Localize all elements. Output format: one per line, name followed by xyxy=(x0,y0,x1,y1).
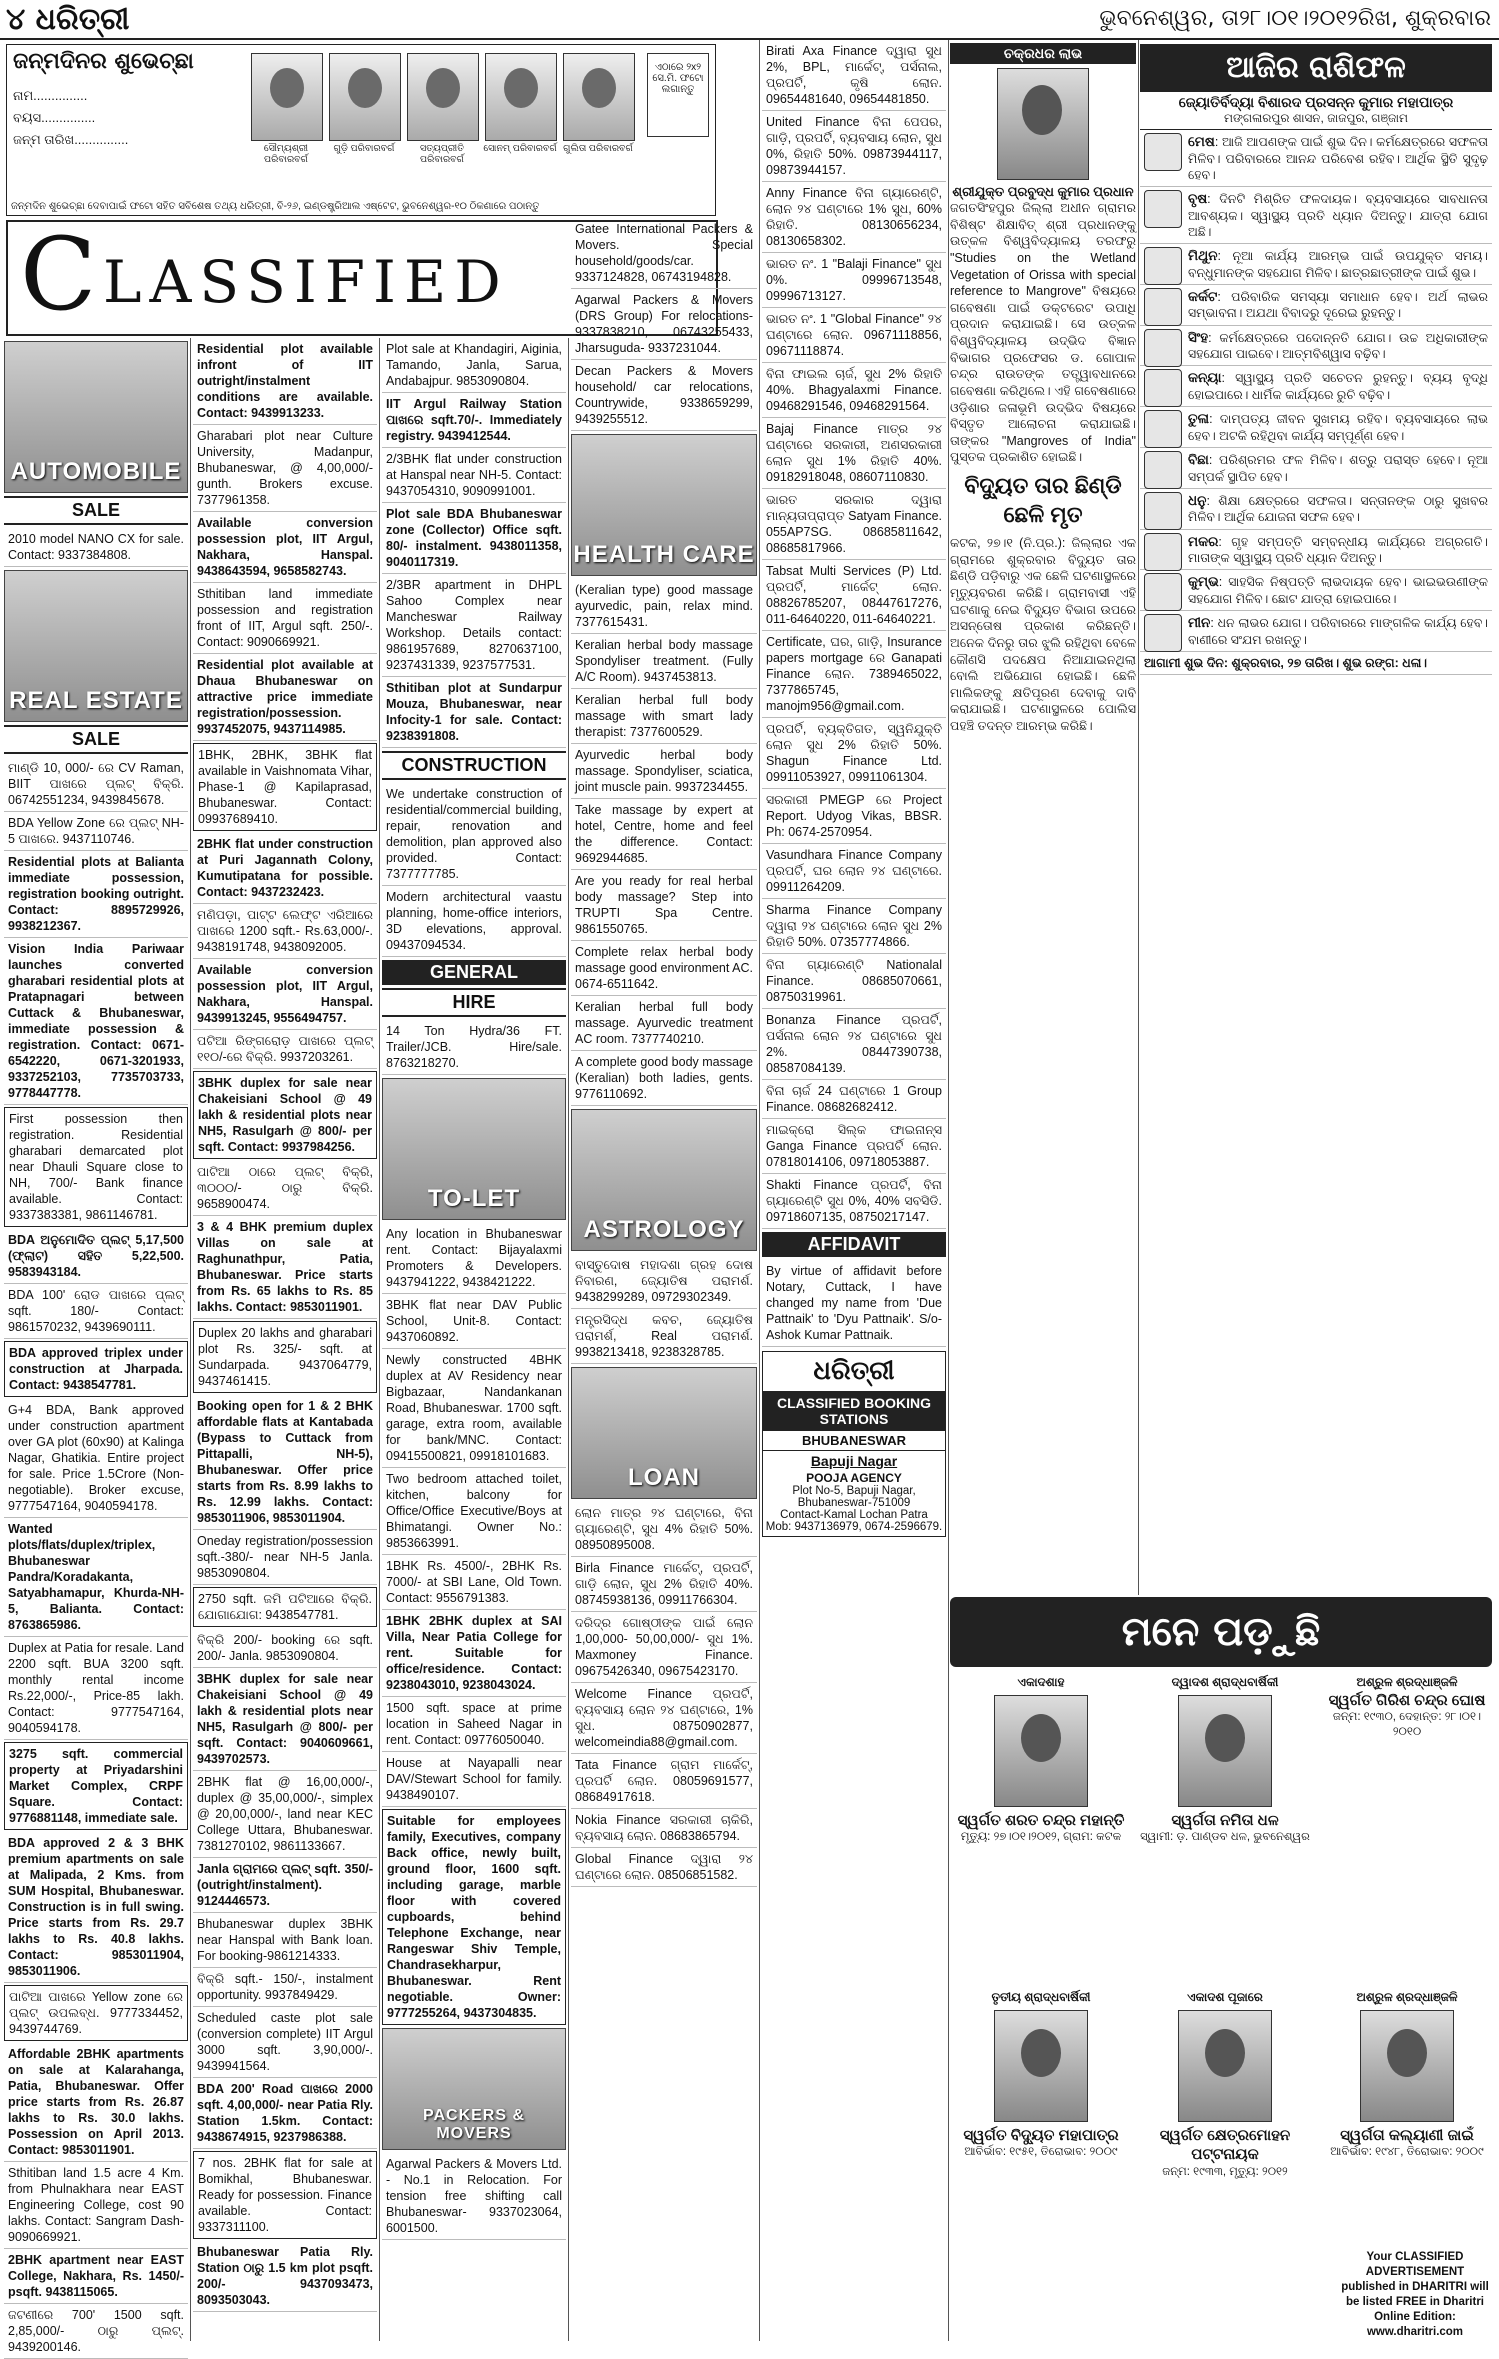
classified-ad: ପାଟିଆ ପାଖରେ Yellow zone ରେ ପ୍ଲଟ୍ ଉପଲବ୍ଧ. 9777334452, 9439744769. xyxy=(4,1985,188,2041)
to-let-image xyxy=(382,1078,566,1220)
classified-ad: 2BHK apartment near EAST College, Nakhara, Rs. 1450/-psqft. 9438115065. xyxy=(4,2249,188,2304)
classified-ad: Duplex at Patia for resale. Land 2200 sqft. BUA 3200 sqft. monthly rental income Rs.22,000/-, Price-85 lakh. Contact: 9777547164, 9040594178. xyxy=(4,1637,188,1740)
obituary-tag: ଏକାଦଶାହ xyxy=(1017,1675,1065,1689)
obituary-entry xyxy=(1140,1675,1310,1845)
obituary-entry xyxy=(1322,1990,1492,2160)
zodiac-name: ତୁଳା xyxy=(1188,411,1210,427)
classified-ad: Residential plot available infront of IIT outright/instalment conditions are available. Contact: 9439913233. xyxy=(193,338,377,425)
classified-ad: BDA approved triplex under construction at Jharpada. Contact: 9438547781. xyxy=(4,1341,188,1397)
classified-ad: 3 & 4 BHK premium duplex Villas on sale at Raghunathpur, Patia, Bhubaneswar. Price starts from Rs. 65 lakhs to Rs. 85 lakhs. Contact: 9853011901. xyxy=(193,1216,377,1319)
classified-ad: Residential plots at Balianta immediate possession, registration booking outright. Contact: 8895729926, 9938212367. xyxy=(4,851,188,938)
photo-caption: ଗୁଲିତା ପରିବାରବର୍ଗ xyxy=(563,143,633,154)
classified-ad: ପ୍ରପର୍ଟି, ବ୍ୟକ୍ତିଗତ, ସ୍ୱନିଯୁକ୍ତି ଲୋନ ସୁଧ 2% ରିହାତି 50%. Shagun Finance Ltd. 09911053927, 09911061304. xyxy=(762,718,946,789)
aquarius-icon xyxy=(1144,573,1182,611)
zodiac-text: ଆଜି ଆପଣଙ୍କ ପାଇଁ ଶୁଭ ଦିନ। କର୍ମକ୍ଷେତ୍ରରେ ସଫଳତା ମିଳିବ। ପରିବାରରେ ଆନନ୍ଦ ପରିବେଶ ରହିବ। ଆର୍ଥିକ ସ୍ଥିତି ସୁଦୃଢ଼ ହେବ। xyxy=(1188,135,1489,182)
classified-ad: Agarwal Packers & Movers (DRS Group) For relocations- 9337838210, 06743255433, Jharsuguda- 9337231044. xyxy=(571,289,757,360)
child-photo xyxy=(407,53,479,141)
zodiac-name: ମୀନ xyxy=(1188,615,1211,631)
name-field: ନାମ............... xyxy=(13,88,88,103)
construction-heading: CONSTRUCTION xyxy=(382,751,566,780)
classified-ad: ଲୋନ ମାତ୍ର ୨୪ ଘଣ୍ଟାରେ, ବିନା ଗ୍ୟାରେଣ୍ଟି, ସୁଧ 4% ରିହାତି 50%. 08950895008. xyxy=(571,1502,757,1557)
face-image xyxy=(1205,2029,1245,2077)
obituary-info: ସ୍ୱାମୀ: ଡ଼. ପାଣ୍ଡବ ଧଳ, ଭୁବନେଶ୍ୱର xyxy=(1140,1831,1310,1844)
affidavit-heading: AFFIDAVIT xyxy=(762,1232,946,1257)
classified-ad: Scheduled caste plot sale (conversion complete) IIT Argul 3000 sqft. 3,90,000/-. 9439941564. xyxy=(193,2007,377,2078)
obituary-entry xyxy=(1322,1675,1492,1740)
classified-ad: Duplex 20 lakhs and gharabari plot Rs. 325/- sqft. at Sundarpada. 9437064779, 9437461415. xyxy=(193,1321,377,1393)
face-image xyxy=(1021,2029,1061,2077)
obituary-info: ମୃତ୍ୟୁ: ୨୭।୦୧।୨୦୧୨, ଗ୍ରାମ: କଟକ xyxy=(960,1831,1122,1844)
zodiac-entry: କର୍କଟ: ପରିବାରିକ ସମସ୍ୟା ସମାଧାନ ହେବ। ଅର୍ଥ ଲାଭର ସମ୍ଭାବନା। ଅଯଥା ବିବାଦରୁ ଦୂରେଇ ରୁହନ୍ତୁ। xyxy=(1140,285,1492,326)
photo-caption: ସୌମ୍ୟଶ୍ରୀ ପରିବାରବର୍ଗ xyxy=(263,143,309,165)
classified-ad: A complete good body massage (Keralian) both ladies, gents. 9776110692. xyxy=(571,1051,757,1106)
issue-date: ଭୁବନେଶ୍ୱର, ତା୨୮।୦୧।୨୦୧୨ରିଖ, ଶୁକ୍ରବାର xyxy=(1099,6,1491,31)
face-image xyxy=(426,68,460,108)
classified-column-3 xyxy=(382,338,566,2341)
obituary-name: ସ୍ୱର୍ଗତ ଶରତ ଚନ୍ଦ୍ର ମହାନ୍ତି xyxy=(957,1811,1125,1829)
sale-heading: SALE xyxy=(4,496,188,525)
classified-column-2 xyxy=(193,338,377,2341)
photo-caption: ସୋନମ୍ ପରିବାରବର୍ଗ xyxy=(483,143,557,154)
obituary-photo xyxy=(1178,2010,1272,2122)
birthday-wishes-box xyxy=(6,44,716,216)
classified-ad: United Finance ବିନା ପେପର, ଗାଡ଼ି, ପ୍ରପର୍ଟି, ବ୍ୟବସାୟ ଲୋନ, ସୁଧ 0%, ରିହାତି 50%. 09873944117, 09873944157. xyxy=(762,111,946,182)
obituary-info: ଆବିର୍ଭାବ: ୧୯୪୮, ତିରୋଭାବ: ୨୦୦୯ xyxy=(1330,2146,1484,2159)
hire-heading: HIRE xyxy=(382,988,566,1017)
news-column xyxy=(950,40,1136,1595)
classified-ad: Plot sale at Khandagiri, Aiginia, Tamando, Janla, Sarua, Andabajpur. 9853090804. xyxy=(382,338,566,393)
classified-ad: 1BHK Rs. 4500/-, 2BHK Rs. 7000/- at SBI Lane, Old Town. Contact: 9556791383. xyxy=(382,1555,566,1610)
column-divider xyxy=(190,338,191,2341)
classified-ad: Vasundhara Finance Company ପ୍ରପର୍ଟି, ଘର ଲୋନ ୨୪ ଘଣ୍ଟାରେ. 09911264209. xyxy=(762,844,946,899)
obituary-tag: ଅଶ୍ରୁଳ ଶ୍ରଦ୍ଧାଞ୍ଜଳି xyxy=(1356,1990,1458,2004)
classified-ad: Welcome Finance ପ୍ରପର୍ଟି, ବ୍ୟବସାୟ ଲୋନ ୨୪ ଘଣ୍ଟାରେ, 1% ସୁଧ. 08750902877, welcomeindia88@gmail.com. xyxy=(571,1683,757,1754)
child-photo xyxy=(251,53,323,141)
astrology-label: ASTROLOGY xyxy=(583,1216,745,1243)
packers-movers-image xyxy=(382,2028,566,2150)
zodiac-name: ଧନୁ xyxy=(1188,492,1207,508)
classified-ad: Suitable for employees family, Executives, company Back office, newly built, ground floor, 1600 sqft. including garage, marble floor with covered cupboards, behind Telephone Exchange, near Rangeswar Shiv Temple, Chandrasekharpur, Bhubaneswar. Rent negotiable. Owner: 9777255264, 9437304835. xyxy=(382,1809,566,2025)
health-care-label: HEALTH CARE xyxy=(573,541,755,568)
classified-ad: ବିକ୍ରି sqft.- 150/-, instalment opportunity. 9937849429. xyxy=(193,1968,377,2007)
leo-icon xyxy=(1144,329,1182,367)
column-divider xyxy=(948,40,949,2341)
astrology-image xyxy=(571,1109,757,1251)
classified-ad: 2750 sqft. ଜମି ପଟିଆରେ ବିକ୍ରି. ଯୋଗାଯୋଗ: 9438547781. xyxy=(193,1587,377,1627)
health-care-image xyxy=(571,434,757,576)
face-image xyxy=(1022,85,1062,135)
booking-city: BHUBANESWAR xyxy=(763,1431,945,1451)
classified-ad: House at Nayapalli near DAV/Stewart School for family. 9438490107. xyxy=(382,1752,566,1807)
general-heading: GENERAL xyxy=(382,960,566,985)
classified-ad: ବିନା ଚାର୍ଜ 24 ଘଣ୍ଟାରେ 1 Group Finance. 08682682412. xyxy=(762,1080,946,1119)
classified-ad: Birati Axa Finance ଦ୍ୱାରା ସୁଧ 2%, BPL, ମାର୍କେଟ୍, ପର୍ସନାଲ, ପ୍ରପର୍ଟି, କୃଷି ଲୋନ. 09654481640, 09654481850. xyxy=(762,40,946,111)
classified-ad: Are you ready for real herbal body massage? Step into TRUPTI Spa Centre. 9861550765. xyxy=(571,870,757,941)
face-image xyxy=(1387,2029,1427,2077)
classified-ad: Keralian herbal full body massage with smart lady therapist: 7377600529. xyxy=(571,689,757,744)
zodiac-entry: ବୃଷ: ଦିନଟି ମିଶ୍ରିତ ଫଳଦାୟକ। ବ୍ୟବସାୟରେ ସାବଧାନତା ଆବଶ୍ୟକ। ସ୍ୱାସ୍ଥ୍ୟ ପ୍ରତି ଧ୍ୟାନ ଦିଅନ୍ତୁ। ଯାତ୍ରା ଯୋଗ ଅଛି। xyxy=(1140,187,1492,244)
classified-ad: Bhubaneswar duplex 3BHK near Hanspal with Bank loan. For booking-9861214333. xyxy=(193,1913,377,1968)
cancer-icon xyxy=(1144,288,1182,326)
obituary-entry xyxy=(956,1990,1126,2160)
pisces-icon xyxy=(1144,614,1182,652)
classified-column-4 xyxy=(571,218,757,2341)
classified-ad: ମନ୍ତ୍ରସିଦ୍ଧ କବଚ, ଜ୍ୟୋତିଷ ପରାମର୍ଶ, Real ପରାମର୍ଶ. 9938213418, 9238328785. xyxy=(571,1309,757,1364)
classified-ad: (Keralian type) good massage ayurvedic, pain, relax mind. 7377615431. xyxy=(571,579,757,634)
zodiac-name: ବିଛା xyxy=(1188,452,1209,468)
scorpio-icon xyxy=(1144,451,1182,489)
page-number: ୪ ଧରିତ୍ରୀ xyxy=(6,2,130,37)
classified-ad: Take massage by expert at hotel, Centre, home and feel the difference. Contact: 9692944685. xyxy=(571,799,757,870)
zodiac-name: କୁମ୍ଭ xyxy=(1188,574,1219,590)
obituary-entry xyxy=(1140,1990,1310,2180)
sagittarius-icon xyxy=(1144,492,1182,530)
classified-ad: ଭାରତ ନଂ. 1 "Global Finance" ୨୪ ଘଣ୍ଟାରେ ଲୋନ. 09671118856, 09671118874. xyxy=(762,308,946,363)
column-divider xyxy=(759,40,760,2341)
classified-ad: 2010 model NANO CX for sale. Contact: 9337384808. xyxy=(4,528,188,567)
birthday-note: ଜନ୍ମଦିନ ଶୁଭେଚ୍ଛା ଦେବାପାଇଁ ଫଟୋ ସହିତ ସବିଶେଷ ତଥ୍ୟ ଧରିତ୍ରୀ, ବି-୨୬, ଇଣ୍ଡଷ୍ଟ୍ରିଆଲ ଏଷ୍ଟେଟ, ଭୁବନେଶ୍ୱର-୧୦ ଠିକଣାରେ ପଠାନ୍ତୁ xyxy=(11,200,540,212)
classified-ad: 2BHK flat @ 16,00,000/-, duplex @ 35,00,000/-, simplex @ 20,00,000/-, land near KEC College Uttara, Bhubaneswar. 7381270102, 9861133667. xyxy=(193,1771,377,1858)
astrologer-name: ଜ୍ୟୋତିର୍ବିଦ୍ୟା ବିଶାରଦ ପ୍ରସନ୍ନ କୁମାର ମହାପାତ୍ର xyxy=(1178,94,1454,110)
classified-ad: Newly constructed 4BHK duplex at AV Residency near Bigbazaar, Nandankanan Road, Bhubaneswar. 1700 sqft. garage, extra room, available for bank/MNC. Contact: 09415500821, 09918101683. xyxy=(382,1349,566,1468)
obituary-name: ସ୍ୱର୍ଗତ କ୍ଷେତ୍ରମୋହନ ପଟ୍ଟନାୟକ xyxy=(1159,2126,1291,2164)
zodiac-entry: ମୀନ: ଧନ ଲାଭର ଯୋଗ। ପରିବାରରେ ମାଙ୍ଗଳିକ କାର୍ଯ୍ୟ ହେବ। ବାଣୀରେ ସଂଯମ ରଖନ୍ତୁ। xyxy=(1140,611,1492,652)
column-divider xyxy=(379,338,380,2341)
classified-ad: Bhubaneswar Patia Rly. Station ଠାରୁ 1.5 km plot psqft. 200/- 9437093473, 8093503043. xyxy=(193,2241,377,2312)
classified-ad: Plot sale BDA Bhubaneswar zone (Collector) Office sqft. 80/- instalment. 9438011358, 9040117319. xyxy=(382,503,566,574)
classified-ad: 1500 sqft. space at prime location in Saheed Nagar in rent. Contact: 09776050040. xyxy=(382,1697,566,1752)
banner-letter: C xyxy=(20,216,97,333)
classified-ad: Sthitiban land immediate possession and registration front of IIT, Argul sqft. 250/-. Contact: 9090669921. xyxy=(193,583,377,654)
classified-ad: Bajaj Finance ମାତ୍ର ୨୪ ଘଣ୍ଟାରେ ସରକାରୀ, ଅଣସରକାରୀ ଲୋନ ସୁଧ 1% ରିହାତି 40%. 09182918048, 08607110830. xyxy=(762,418,946,489)
classified-ad: Tabsat Multi Services (P) Ltd. ପ୍ରପର୍ଟି, ମାର୍କେଟ୍ ଲୋନ. 08826785207, 08447617276, 011-64640220, 011-64640221. xyxy=(762,560,946,631)
automobile-image xyxy=(4,341,188,493)
classified-ad: BDA approved 2 & 3 BHK premium apartments on sale at Malipada, 2 Kms. from SUM Hospital, Bhubaneswar. Construction is in full swing. Price starts from Rs. 29.7 lakhs to Rs. 40.8 lakhs. Contact: 9853011904, 9853011906. xyxy=(4,1832,188,1983)
birthday-form-fields xyxy=(13,85,128,151)
classified-ad: Gharabari plot near Culture University, Madanpur, Bhubaneswar, @ 4,00,000/-gunth. Brokers excuse. 7377961358. xyxy=(193,425,377,512)
photo-placeholder: ଏଠାରେ ୨x୨ ସେ.ମି. ଫଟୋ ଲଗାନ୍ତୁ xyxy=(647,53,709,137)
obituary-photo xyxy=(994,2010,1088,2122)
classified-ad: 1BHK 2BHK duplex at SAI Villa, Near Patia College for rent. Suitable for office/residence. Contact: 9238043010, 9238043024. xyxy=(382,1610,566,1697)
classified-ad: Sthitiban land 1.5 acre 4 Km. from Phulnakhara near EAST Engineering College, cost 90 lakhs. Contact: Sangram Dash- 9090669921. xyxy=(4,2162,188,2249)
classified-ad: Global Finance ଦ୍ୱାରା ୨୪ ଘଣ୍ଟାରେ ଲୋନ. 08506851582. xyxy=(571,1848,757,1887)
classified-ad: ଜଟଣୀରେ 700' 1500 sqft. 2,85,000/- ଠାରୁ ପ୍ଲଟ୍. 9439200146. xyxy=(4,2304,188,2359)
classified-ad: Vision India Pariwaar launches converted gharabari residential plots at Pratapnagari between Cuttack & Bhubaneswar, immediate possession & registration. Contact: 0671-6542220, 0671-3201933, 9337252103, 7735703733, 9778447778. xyxy=(4,938,188,1105)
classified-ad: Ayurvedic herbal body massage. Spondyliser, sciatica, joint muscle pain. 9937234455. xyxy=(571,744,757,799)
face-image xyxy=(1021,1714,1061,1762)
child-photo xyxy=(563,53,635,141)
classified-ad: ପାଟିଆ ଠାରେ ପ୍ଲଟ୍ ବିକ୍ରି, ୩୦୦୦/- ଠାରୁ ବିକ୍ରି. 9658900474. xyxy=(193,1161,377,1216)
classified-ad: 2BHK flat under construction at Puri Jagannath Colony, Kumutipatana for possible. Contact: 9437232423. xyxy=(193,833,377,904)
classified-ad: Sthitiban plot at Sundarpur Mouza, Bhubaneswar, near Infocity-1 for sale. Contact: 9238391808. xyxy=(382,677,566,748)
classified-ad: 3275 sqft. commercial property at Priyadarshini Market Complex, CRPF Square. Contact: 9776881148, immediate sale. xyxy=(4,1742,188,1830)
booking-area: Bapuji Nagar xyxy=(810,1453,898,1469)
loan-label: LOAN xyxy=(628,1464,700,1491)
aries-icon xyxy=(1144,133,1182,171)
news-headline: ବିଦ୍ୟୁତ ତାର ଛିଣ୍ଡି ଛେଳି ମୃତ xyxy=(964,473,1122,527)
classified-ad: Tata Finance ଗ୍ରାମ ମାର୍କେଟ୍, ପ୍ରପର୍ଟି ଲୋନ. 08059691577, 08684917618. xyxy=(571,1754,757,1809)
zodiac-text: ଦାମ୍ପତ୍ୟ ଜୀବନ ସୁଖମୟ ରହିବ। ବ୍ୟବସାୟରେ ଲାଭ ହେବ। ଅଟକି ରହିଥିବା କାର୍ଯ୍ୟ ସମ୍ପୂର୍ଣ୍ଣ ହେବ। xyxy=(1188,412,1488,443)
face-image xyxy=(582,68,616,108)
classified-ad: Sharma Finance Company ଦ୍ୱାରା ୨୪ ଘଣ୍ଟାରେ ଲୋନ ସୁଧ 2% ରିହାତି 50%. 07357774866. xyxy=(762,899,946,954)
obituary-info: ଜନ୍ମ: ୧୯୩୦, ଦେହାନ୍ତ: ୨୮।୦୧।୨୦୧୦ xyxy=(1332,1711,1482,1739)
zodiac-text: ସାହସିକ ନିଷ୍ପତ୍ତି ଲାଭଦାୟକ ହେବ। ଭାଇଭଉଣୀଙ୍କ ସହଯୋଗ ମିଳିବ। ଛୋଟ ଯାତ୍ରା ହୋଇପାରେ। xyxy=(1188,575,1488,607)
news-body: କଟକ, ୨୭।୧ (ନି.ପ୍ର.): ଜିଲ୍ଲାର ଏକ ଗ୍ରାମରେ ଶୁକ୍ରବାର ବିଦ୍ୟୁତ ତାର ଛିଣ୍ଡି ପଡ଼ିବାରୁ ଏକ ଛେଳି ଘଟଣାସ୍ଥଳରେ ମୃତ୍ୟୁବରଣ କରିଛି। ଗ୍ରାମବାସୀ ଏହି ଘଟଣାକୁ ନେଇ ବିଦ୍ୟୁତ ବିଭାଗ ଉପରେ ଅସନ୍ତୋଷ ପ୍ରକାଶ କରିଛନ୍ତି। ଅନେକ ଦିନରୁ ତାର ଝୁଲି ରହିଥିବା ବେଳେ କୌଣସି ପଦକ୍ଷେପ ନିଆଯାଇନଥିଲା ବୋଲି ଅଭିଯୋଗ ହୋଇଛି। ଛେଳି ମାଲିକଙ୍କୁ କ୍ଷତିପୂରଣ ଦେବାକୁ ଦାବି କରାଯାଇଛି। ଘଟଣାସ୍ଥଳରେ ପୋଲିସ ପହଞ୍ଚି ତଦନ୍ତ ଆରମ୍ଭ କରିଛି। xyxy=(950,536,1136,734)
obituary-tag: ତୃତୀୟ ଶ୍ରାଦ୍ଧବାର୍ଷିକୀ xyxy=(991,1990,1091,2004)
real-estate-label: REAL ESTATE xyxy=(9,687,183,714)
classified-column-5 xyxy=(762,40,946,2341)
automobile-label: AUTOMOBILE xyxy=(10,458,182,485)
zodiac-entry: ତୁଳା: ଦାମ୍ପତ୍ୟ ଜୀବନ ସୁଖମୟ ରହିବ। ବ୍ୟବସାୟରେ ଲାଭ ହେବ। ଅଟକି ରହିଥିବା କାର୍ଯ୍ୟ ସମ୍ପୂର୍ଣ୍ଣ ହେବ। xyxy=(1140,407,1492,448)
classified-ad: 7 nos. 2BHK flat for sale at Bomikhal, Bhubaneswar. Ready for possession. Finance available. Contact: 9337311100. xyxy=(193,2151,377,2239)
classified-ad: 1BHK, 2BHK, 3BHK flat available in Vaishnomata Vihar, Phase-1 @ Kapilaprasad, Bhubaneswar. Contact: 09937689410. xyxy=(193,743,377,831)
zodiac-entry: କୁମ୍ଭ: ସାହସିକ ନିଷ୍ପତ୍ତି ଲାଭଦାୟକ ହେବ। ଭାଇଭଉଣୀଙ୍କ ସହଯୋଗ ମିଳିବ। ଛୋଟ ଯାତ୍ରା ହୋଇପାରେ। xyxy=(1140,570,1492,611)
column-divider xyxy=(1138,40,1139,1595)
rashiphala-title: ଆଜିର ରାଶିଫଳ xyxy=(1140,44,1492,92)
online-edition-promo: Your CLASSIFIED ADVERTISEMENT published in DHARITRI will be listed FREE in Dharitri Online Edition: www.dharitri.com xyxy=(1341,2251,1489,2338)
classified-ad: Wanted plots/flats/duplex/triplex, Bhubaneswar Pandra/Koradakanta, Satyabhamapur, Khurda-NH-5, Balianta. Contact: 8763865986. xyxy=(4,1518,188,1637)
zodiac-name: କନ୍ୟା xyxy=(1188,370,1222,386)
classified-ad: G+4 BDA, Bank approved under construction apartment over GA plot (60x90) at Kalinga Nagar, Ghatikia. Entire project for sale. Price 1.5Crore (Non-negotiable). Broker excuse, 9777547164, 9040594178. xyxy=(4,1399,188,1518)
classified-ad: ଦରିଦ୍ର ଗୋଷ୍ଠୀଙ୍କ ପାଇଁ ଲୋନ 1,00,000- 50,00,000/- ସୁଧ 1%. Maxmoney Finance. 09675426340, 09675423170. xyxy=(571,1612,757,1683)
news-body: ଜଗତସିଂହପୁର ଜିଲ୍ଲା ଅଧୀନ ଗ୍ରାମର ବିଶିଷ୍ଟ ଶିକ୍ଷାବିତ୍ ଶ୍ରୀ ପ୍ରଧାନଙ୍କୁ ଉତ୍କଳ ବିଶ୍ୱବିଦ୍ୟାଳୟ ତରଫରୁ "Studies on the Wetland Vegetation of Orissa with special reference to Mangrove" ବିଷୟରେ ଗବେଷଣା ପାଇଁ ଡକ୍ଟରେଟ ଉପାଧି ପ୍ରଦାନ କରାଯାଇଛି। ସେ ଉତ୍କଳ ବିଶ୍ୱବିଦ୍ୟାଳୟ ଉଦ୍ଭିଦ ବିଜ୍ଞାନ ବିଭାଗର ପ୍ରଫେସର ଡ. ଗୋପାଳ ଚନ୍ଦ୍ର ରାଉତଙ୍କ ତତ୍ତ୍ୱାବଧାନରେ ଗବେଷଣା କରିଥିଲେ। ଏହି ଗବେଷଣାରେ ଓଡ଼ିଶାର ଜଳାଭୂମି ଉଦ୍ଭିଦ ବିଷୟରେ ବିସ୍ତୃତ ଆଲୋଚନା କରାଯାଇଛି। ତାଙ୍କର "Mangroves of India" ପୁସ୍ତକ ପ୍ରକାଶିତ ହୋଇଛି। xyxy=(950,201,1136,465)
taurus-icon xyxy=(1144,190,1182,228)
classified-ad: Affordable 2BHK apartments on sale at Kalarahanga, Patia, Bhubaneswar. Offer price starts from Rs. 26.87 lakhs to Rs. 30.0 lakhs. Possession on April 2013. Contact: 9853011901. xyxy=(4,2043,188,2162)
person-photo xyxy=(997,68,1089,180)
birthday-title: ଜନ୍ମଦିନର ଶୁଭେଚ୍ଛା xyxy=(13,49,194,74)
classified-ad: ମାଣ୍ଡି 10, 000/- ରେ CV Raman, BIIT ପାଖରେ ପ୍ଲଟ୍ ବିକ୍ରି. 06742551234, 9439845678. xyxy=(4,757,188,812)
dob-field: ଜନ୍ମ ତାରିଖ............... xyxy=(13,132,129,147)
booking-mobile: Mob: 9437136979, 0674-2596679. xyxy=(765,1521,943,1533)
classified-ad: Residential plot available at Dhaua Bhubaneswar on attractive price immediate registration/possession. 9937452075, 9437114985. xyxy=(193,654,377,741)
zodiac-name: ସିଂହ xyxy=(1188,329,1209,345)
obituary-photo xyxy=(994,1695,1088,1807)
virgo-icon xyxy=(1144,369,1182,407)
booking-agency: POOJA AGENCY xyxy=(806,1471,902,1485)
page-header xyxy=(0,0,1499,40)
mane-padunti-banner: ମନେ ପଡ଼ୁଛି xyxy=(950,1597,1492,1667)
zodiac-text: ପରିବାରିକ ସମସ୍ୟା ସମାଧାନ ହେବ। ଅର୍ଥ ଲାଭର ସମ୍ଭାବନା। ଅଯଥା ବିବାଦରୁ ଦୂରେଇ ରୁହନ୍ତୁ। xyxy=(1188,289,1488,321)
zodiac-text: ଦିନଟି ମିଶ୍ରିତ ଫଳଦାୟକ। ବ୍ୟବସାୟରେ ସାବଧାନତା ଆବଶ୍ୟକ। ସ୍ୱାସ୍ଥ୍ୟ ପ୍ରତି ଧ୍ୟାନ ଦିଅନ୍ତୁ। ଯାତ୍ରା ଯୋଗ ଅଛି। xyxy=(1188,192,1488,239)
obituary-name: ସ୍ୱର୍ଗତ ବିଦ୍ୟୁତ ମହାପାତ୍ର xyxy=(963,2126,1119,2144)
packers-movers-label: PACKERS & MOVERS xyxy=(422,2107,526,2142)
classified-ad: Decan Packers & Movers household/ car relocations, Countrywide, 9338659299, 9439255512. xyxy=(571,360,757,431)
face-image xyxy=(348,68,382,108)
face-image xyxy=(270,68,304,108)
child-photo xyxy=(485,53,557,141)
classified-ad: Bonanza Finance ପ୍ରପର୍ଟି, ପର୍ସନାଲ ଲୋନ ୨୪ ଘଣ୍ଟାରେ ସୁଧ 2%. 08447390738, 08587084139. xyxy=(762,1009,946,1080)
affidavit-text: By virtue of affidavit before Notary, Cuttack, I have changed my name from 'Due Pattnaik' to 'Dyu Pattnaik'. S/o-Ashok Kumar Pattnaik. xyxy=(762,1260,946,1347)
face-image xyxy=(504,68,538,108)
news-section-heading: ଚକ୍ରଧର ଲାଭ xyxy=(950,43,1136,64)
zodiac-entry: ମେଷ: ଆଜି ଆପଣଙ୍କ ପାଇଁ ଶୁଭ ଦିନ। କର୍ମକ୍ଷେତ୍ରରେ ସଫଳତା ମିଳିବ। ପରିବାରରେ ଆନନ୍ଦ ପରିବେଶ ରହିବ। ଆର୍ଥିକ ସ୍ଥିତି ସୁଦୃଢ଼ ହେବ। xyxy=(1140,130,1492,187)
photo-caption: ସତ୍ୟପ୍ରୀତି ପରିବାରବର୍ଗ xyxy=(420,143,464,165)
libra-icon xyxy=(1144,410,1182,448)
person-name: ଶ୍ରୀଯୁକ୍ତ ପ୍ରବୁଦ୍ଧ କୁମାର ପ୍ରଧାନ xyxy=(952,184,1134,199)
zodiac-name: ବୃଷ xyxy=(1188,191,1208,207)
face-image xyxy=(1205,1714,1245,1762)
photo-caption: ଗୁଡ଼ି ପରିବାରବର୍ଗ xyxy=(333,143,395,154)
zodiac-text: ସ୍ୱାସ୍ଥ୍ୟ ପ୍ରତି ସଚେତନ ରୁହନ୍ତୁ। ବ୍ୟୟ ବୃଦ୍ଧି ହୋଇପାରେ। ଧାର୍ମିକ କାର୍ଯ୍ୟରେ ରୁଚି ବଢ଼ିବ। xyxy=(1188,371,1488,403)
rashiphala-footer: ଆଗାମୀ ଶୁଭ ଦିନ: ଶୁକ୍ରବାର, ୨୭ ତାରିଖ। ଶୁଭ ରଙ୍ଗ: ଧଳା। xyxy=(1140,652,1492,675)
booking-address: Plot No-5, Bapuji Nagar, Bhubaneswar-751009 xyxy=(792,1485,916,1509)
to-let-label: TO-LET xyxy=(427,1185,521,1212)
zodiac-text: କର୍ମକ୍ଷେତ୍ରରେ ପଦୋନ୍ନତି ଯୋଗ। ଉଚ୍ଚ ଅଧିକାରୀଙ୍କ ସହଯୋଗ ପାଇବେ। ଆତ୍ମବିଶ୍ୱାସ ବଢ଼ିବ। xyxy=(1188,330,1488,362)
classified-ad: 3BHK duplex for sale near Chakeisiani School @ 49 lakh & residential plots near NH5, Rasulgarh @ 800/- per sqft. Contact: 9040609661, 9439702573. xyxy=(193,1668,377,1771)
classified-ad: Certificate, ଘର, ଗାଡ଼ି, Insurance papers mortgage ରେ Ganapati Finance ଲୋନ. 7389465022, 7377865745, manojm956@gmail.com. xyxy=(762,631,946,718)
zodiac-text: ପରିଶ୍ରମର ଫଳ ମିଳିବ। ଶତ୍ରୁ ପରାସ୍ତ ହେବେ। ନୂଆ ସମ୍ପର୍କ ସ୍ଥାପିତ ହେବ। xyxy=(1188,453,1488,484)
classified-ad: 3BHK duplex for sale near Chakeisiani School @ 49 lakh & residential plots near NH5, Rasulgarh @ 800/- per sqft. Contact: 9937984256. xyxy=(193,1071,377,1159)
classified-ad: 2/3BR apartment in DHPL Sahoo Complex near Mancheswar Railway Workshop. Details contact: 9861957689, 8270637100, 9237431339, 9237577531. xyxy=(382,574,566,677)
classified-ad: ଭାରତ ନଂ. 1 "Balaji Finance" ସୁଧ 0%. 09996713548, 09996713127. xyxy=(762,253,946,308)
classified-ad: ବାସ୍ତୁଦୋଷ ମହାଦଶା ଗ୍ରହ ଦୋଷ ନିବାରଣ, ଜ୍ୟୋତିଷ ପରାମର୍ଶ. 9438299289, 09729302349. xyxy=(571,1254,757,1309)
classified-ad: 3BHK flat near DAV Public School, Unit-8. Contact: 9437060892. xyxy=(382,1294,566,1349)
zodiac-entry: ଧନୁ: ଶିକ୍ଷା କ୍ଷେତ୍ରରେ ସଫଳତା। ସନ୍ତାନଙ୍କ ଠାରୁ ସୁଖବର ମିଳିବ। ଆର୍ଥିକ ଯୋଜନା ସଫଳ ହେବ। xyxy=(1140,489,1492,530)
child-photo xyxy=(329,53,401,141)
obituary-photo xyxy=(1178,1695,1272,1807)
classified-ad: Shakti Finance ପ୍ରପର୍ଟି, ବିନା ଗ୍ୟାରେଣ୍ଟି ସୁଧ 0%, 40% ସବସିଡି. 09718607135, 08750217147. xyxy=(762,1174,946,1229)
zodiac-name: କର୍କଟ xyxy=(1188,288,1218,304)
classified-ad: Available conversion possession plot, IIT Argul, Nakhara, Hanspal. 9439913245, 9556494757. xyxy=(193,959,377,1030)
classified-ad: Nokia Finance ସରକାରୀ ଚାକିରି, ବ୍ୟବସାୟ ଲୋନ. 08683865794. xyxy=(571,1809,757,1848)
loan-image xyxy=(571,1367,757,1499)
zodiac-text: ନୂଆ କାର୍ଯ୍ୟ ଆରମ୍ଭ ପାଇଁ ଉପଯୁକ୍ତ ସମୟ। ବନ୍ଧୁମାନଙ୍କ ସହଯୋଗ ମିଳିବ। ଛାତ୍ରଛାତ୍ରୀଙ୍କ ପାଇଁ ଶୁଭ। xyxy=(1188,249,1489,280)
classified-ad: BDA 200' Road ପାଖରେ 2000 sqft. 4,00,000/- near Patia Rly. Station 1.5km. Contact: 9438674915, 9237986388. xyxy=(193,2078,377,2149)
capricorn-icon xyxy=(1144,533,1182,571)
classified-ad: ଭାରତ ସରକାର ଦ୍ୱାରା ମାନ୍ୟତାପ୍ରାପ୍ତ Satyam Finance. 055AP7SG. 08685811642, 08685817966. xyxy=(762,489,946,560)
zodiac-entry: କନ୍ୟା: ସ୍ୱାସ୍ଥ୍ୟ ପ୍ରତି ସଚେତନ ରୁହନ୍ତୁ। ବ୍ୟୟ ବୃଦ୍ଧି ହୋଇପାରେ। ଧାର୍ମିକ କାର୍ଯ୍ୟରେ ରୁଚି ବଢ଼ିବ। xyxy=(1140,366,1492,407)
obituary-name: ସ୍ୱର୍ଗତ ଗିରିଶ ଚନ୍ଦ୍ର ଘୋଷ xyxy=(1328,1691,1486,1709)
classified-ad: Gatee International Packers & Movers. Special household/goods/car. 9337124828, 06743194828. xyxy=(571,218,757,289)
obituary-name: ସ୍ୱର୍ଗତା ନମିତା ଧଳ xyxy=(1171,1811,1279,1829)
rashiphala-column xyxy=(1140,94,1492,1594)
classified-ad: Booking open for 1 & 2 BHK affordable flats at Kantabada (Bypass to Cuttack from Pittapalli, NH-5), Bhubaneswar. Offer price starts from Rs. 8.99 lakhs to Rs. 12.99 lakhs. Contact: 9853011906, 9853011904. xyxy=(193,1395,377,1530)
classified-ad: ମାଇକ୍ରୋ ସିଲ୍କ ଫାଇନାନ୍ସ Ganga Finance ପ୍ରପର୍ଟି ଲୋନ. 07818014106, 09718053887. xyxy=(762,1119,946,1174)
classified-column-1 xyxy=(4,338,188,2354)
real-estate-image xyxy=(4,570,188,722)
classified-ad: ବିନା ଗ୍ୟାରେଣ୍ଟି Nationalal Finance. 08685070661, 08750319961. xyxy=(762,954,946,1009)
zodiac-name: ମେଷ xyxy=(1188,134,1215,149)
classified-ad: BDA Yellow Zone ରେ ପ୍ଲଟ୍ NH-5 ପାଖରେ. 9437110746. xyxy=(4,812,188,851)
zodiac-entry: ମକର: ଗୃହ ସମ୍ପତ୍ତି ସମ୍ବନ୍ଧୀୟ କାର୍ଯ୍ୟରେ ଅଗ୍ରଗତି। ମାତାଙ୍କ ସ୍ୱାସ୍ଥ୍ୟ ପ୍ରତି ଧ୍ୟାନ ଦିଅନ୍ତୁ। xyxy=(1140,530,1492,571)
zodiac-text: ଶିକ୍ଷା କ୍ଷେତ୍ରରେ ସଫଳତା। ସନ୍ତାନଙ୍କ ଠାରୁ ସୁଖବର ମିଳିବ। ଆର୍ଥିକ ଯୋଜନା ସଫଳ ହେବ। xyxy=(1188,493,1488,525)
obituary-photo xyxy=(1360,2010,1454,2122)
classified-ad: IIT Argul Railway Station ପାଖରେ sqft.70/-. Immediately registry. 9439412544. xyxy=(382,393,566,448)
booking-station-box xyxy=(762,1351,946,1537)
obituary-tag: ଅଶ୍ରୁଳ ଶ୍ରଦ୍ଧାଞ୍ଜଳି xyxy=(1356,1675,1458,1689)
classified-ad: Birla Finance ମାର୍କେଟ୍, ପ୍ରପର୍ଟି, ଗାଡ଼ି ଲୋନ, ସୁଧ 2% ରିହାତି 40%. 08745938136, 09911766304. xyxy=(571,1557,757,1612)
obituary-info: ଆବିର୍ଭାବ: ୧୯୫୧, ତିରୋଭାବ: ୨୦୦୯ xyxy=(964,2146,1118,2159)
classified-ad: ମଣିପଡ଼ା, ପାଟ୍ଟ ଲେଫ୍ଟ ଏରିଆରେ ପାଖରେ 1200 sqft.- Rs.63,000/-. 9438191748, 9438092005. xyxy=(193,904,377,959)
classified-ad: First possession then registration. Residential gharabari demarcated plot near Dhauli Square close to NH, 700/- Bank finance available. Contact: 9337383381, 9861146781. xyxy=(4,1107,188,1227)
classified-ad: 14 Ton Hydra/36 FT. Trailer/JCB. Hire/sale. 8763218270. xyxy=(382,1020,566,1075)
classified-ad: Any location in Bhubaneswar rent. Contact: Bijayalaxmi Promoters & Developers. 9437941222, 9438421222. xyxy=(382,1223,566,1294)
classified-ad: Complete relax herbal body massage good environment AC. 0674-6511642. xyxy=(571,941,757,996)
sale-heading: SALE xyxy=(4,725,188,754)
classified-ad: ସରକାରୀ PMEGP ରେ Project Report. Udyog Vikas, BBSR. Ph: 0674-2570954. xyxy=(762,789,946,844)
zodiac-name: ମିଥୁନ xyxy=(1188,248,1218,264)
classified-ad: Two bedroom attached toilet, kitchen, balcony for Office/Office Executive/Boys at Bhimatangi. Owner No.: 9853663991. xyxy=(382,1468,566,1555)
classified-ad: 2/3BHK flat under construction at Hanspal near NH-5. Contact: 9437054310, 9090991001. xyxy=(382,448,566,503)
classified-ad: Modern architectural vaastu planning, home-office interiors, 3D elevations, approval. 09437094534. xyxy=(382,886,566,957)
age-field: ବୟସ............... xyxy=(13,110,96,125)
classified-ad: Agarwal Packers & Movers Ltd. - No.1 in Relocation. For tension free shifting call Bhubaneswar- 9337023064, 6001500. xyxy=(382,2153,566,2240)
classified-ad: BDA ଅନୁମୋଦିତ ପ୍ଲଟ୍ 5,17,500 (ଫ୍ଲାଟ) ସହିତ 5,22,500. 9583943184. xyxy=(4,1229,188,1284)
classified-ad: ପଟିଆ ରିଙ୍ଗରୋଡ଼ ପାଖରେ ପ୍ଲଟ୍ ୧୧୦/-ରେ ବିକ୍ରି. 9937203261. xyxy=(193,1030,377,1069)
booking-title: CLASSIFIED BOOKING STATIONS xyxy=(763,1391,945,1431)
classified-ad: BDA 100' ରୋଡ ପାଖରେ ପ୍ଲଟ୍ sqft. 180/- Contact: 9861570232, 9439690111. xyxy=(4,1284,188,1339)
column-divider xyxy=(568,338,569,2341)
zodiac-text: ଧନ ଲାଭର ଯୋଗ। ପରିବାରରେ ମାଙ୍ଗଳିକ କାର୍ଯ୍ୟ ହେବ। ବାଣୀରେ ସଂଯମ ରଖନ୍ତୁ। xyxy=(1188,616,1488,647)
obituary-info: ଜନ୍ମ: ୧୯୩୩, ମୃତ୍ୟୁ: ୨୦୧୨ xyxy=(1162,2165,1288,2178)
classified-ad: Available conversion possession plot, IIT Argul, Nakhara, Hanspal. 9438643594, 9658582743. xyxy=(193,512,377,583)
classified-ad: Janla ଗ୍ରାମରେ ପ୍ଲଟ୍ sqft. 350/- (outright/instalment). 9124446573. xyxy=(193,1858,377,1913)
astrologer-address: ମଙ୍ଗଳାରପୁର ଶାସନ, ଜାଜପୁର, ଗଞ୍ଜାମ xyxy=(1140,111,1492,130)
zodiac-text: ଗୃହ ସମ୍ପତ୍ତି ସମ୍ବନ୍ଧୀୟ କାର୍ଯ୍ୟରେ ଅଗ୍ରଗତି। ମାତାଙ୍କ ସ୍ୱାସ୍ଥ୍ୟ ପ୍ରତି ଧ୍ୟାନ ଦିଅନ୍ତୁ। xyxy=(1188,534,1489,566)
classified-ad: ବିନା ଫାଇଲ ଚାର୍ଜ, ସୁଧ 2% ରିହାତି 40%. Bhagyalaxmi Finance. 09468291546, 09468291564. xyxy=(762,363,946,418)
obituary-name: ସ୍ୱର୍ଗତା କଲ୍ୟାଣୀ ଜାଇଁ xyxy=(1340,2126,1474,2144)
zodiac-name: ମକର xyxy=(1188,533,1219,549)
classified-ad: ବିକ୍ରି 200/- booking ରେ sqft. 200/- Janla. 9853090804. xyxy=(193,1629,377,1668)
dharitri-logo: ଧରିତ୍ରୀ xyxy=(813,1356,895,1386)
gemini-icon xyxy=(1144,247,1182,285)
classified-ad: Keralian herbal full body massage. Ayurvedic treatment AC room. 7377740210. xyxy=(571,996,757,1051)
classified-ad: Keralian herbal body massage Spondyliser treatment. (Fully A/C Room). 9437453813. xyxy=(571,634,757,689)
classified-ad: Oneday registration/possession sqft.-380/- near NH-5 Janla. 9853090804. xyxy=(193,1530,377,1585)
classified-ad: Anny Finance ବିନା ଗ୍ୟାରେଣ୍ଟି, ଲୋନ ୨୪ ଘଣ୍ଟାରେ 1% ସୁଧ, 60% ରିହାତି. 08130656234, 08130658302. xyxy=(762,182,946,253)
zodiac-entry: ମିଥୁନ: ନୂଆ କାର୍ଯ୍ୟ ଆରମ୍ଭ ପାଇଁ ଉପଯୁକ୍ତ ସମୟ। ବନ୍ଧୁମାନଙ୍କ ସହଯୋଗ ମିଳିବ। ଛାତ୍ରଛାତ୍ରୀଙ୍କ ପାଇଁ ଶୁଭ। xyxy=(1140,244,1492,285)
obituary-entry xyxy=(956,1675,1126,1845)
booking-contact: Contact-Kamal Lochan Patra xyxy=(780,1509,928,1521)
classified-ad: We undertake construction of residential/commercial building, repair, renovation and demolition, plan approved also provided. Contact: 7377777785. xyxy=(382,783,566,886)
obituary-tag: ଦ୍ୱାଦଶ ଶ୍ରାଦ୍ଧବାର୍ଷିକୀ xyxy=(1171,1675,1279,1689)
banner-text: LASSIFIED xyxy=(103,248,509,316)
zodiac-entry: ବିଛା: ପରିଶ୍ରମର ଫଳ ମିଳିବ। ଶତ୍ରୁ ପରାସ୍ତ ହେବେ। ନୂଆ ସମ୍ପର୍କ ସ୍ଥାପିତ ହେବ। xyxy=(1140,448,1492,489)
zodiac-entry: ସିଂହ: କର୍ମକ୍ଷେତ୍ରରେ ପଦୋନ୍ନତି ଯୋଗ। ଉଚ୍ଚ ଅଧିକାରୀଙ୍କ ସହଯୋଗ ପାଇବେ। ଆତ୍ମବିଶ୍ୱାସ ବଢ଼ିବ। xyxy=(1140,326,1492,367)
obituary-tag: ଏକାଦଶ ପୂଜାରେ xyxy=(1187,1990,1263,2004)
